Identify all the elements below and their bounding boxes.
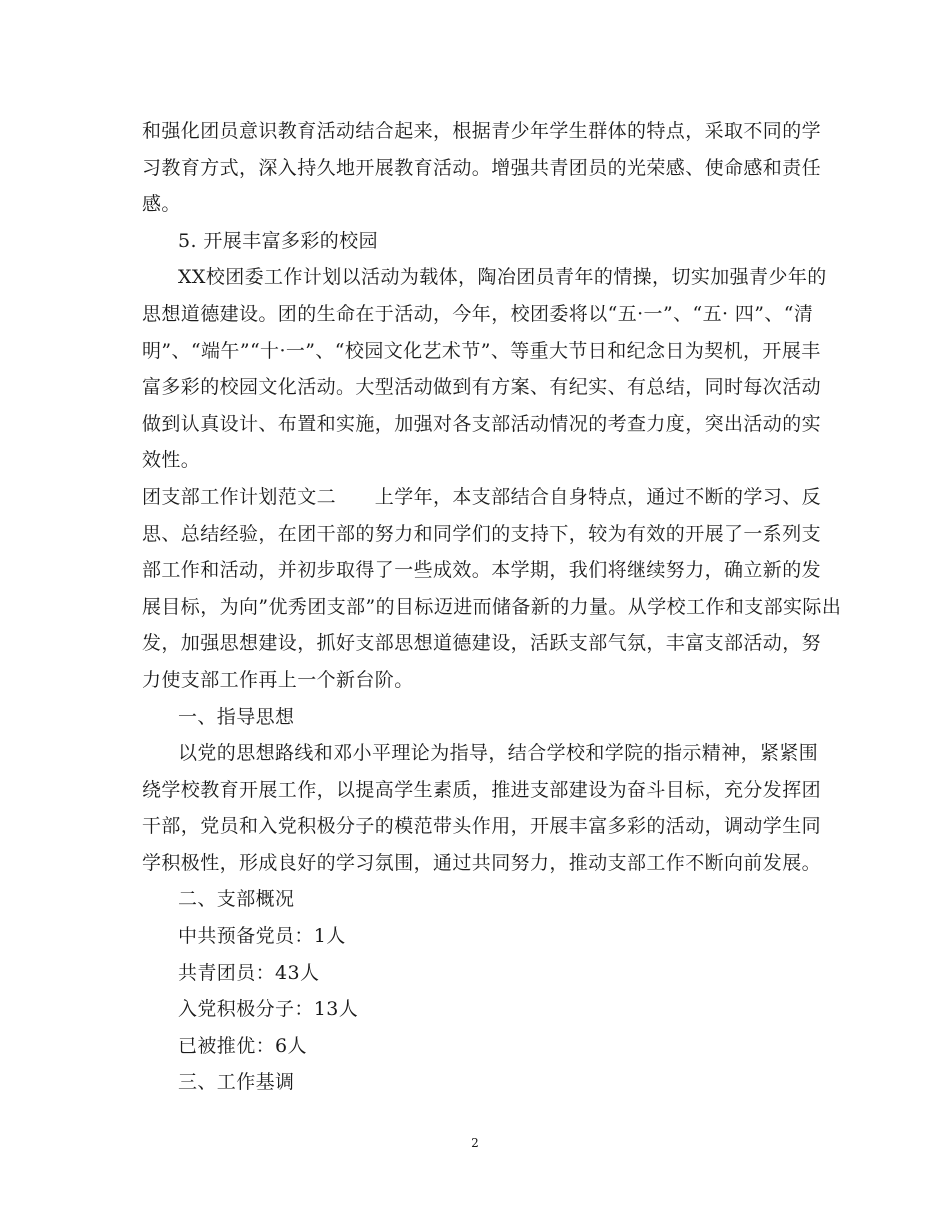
body-line-8: 富多彩的校园文化活动。大型活动做到有方案、有纪实、有总结，同时每次活动 bbox=[142, 376, 822, 399]
body-line-12: 思、总结经验，在团干部的努力和同学们的支持下，较为有效的开展了一系列支 bbox=[142, 522, 822, 545]
body-line-3: 感。 bbox=[142, 193, 181, 216]
body-line-10: 效性。 bbox=[142, 449, 201, 472]
stat-probationary-members: 中共预备党员：1人 bbox=[178, 925, 346, 948]
section-heading-5: 5. 开展丰富多彩的校园 bbox=[178, 229, 378, 252]
section-heading-work-tone: 三、工作基调 bbox=[178, 1071, 295, 1094]
body-line-16: 力使支部工作再上一个新台阶。 bbox=[142, 668, 414, 691]
document-page bbox=[142, 113, 842, 1101]
page-number: 2 bbox=[471, 1136, 479, 1150]
body-line-21: 学积极性，形成良好的学习氛围，通过共同努力，推动支部工作不断向前发展。 bbox=[142, 851, 822, 874]
article-title-line: 团支部工作计划范文二 上学年，本支部结合自身特点，通过不断的学习、反 bbox=[142, 485, 822, 508]
paragraph-start-xx: XX校团委工作计划以活动为载体，陶冶团员青年的情操，切实加强青少年的 bbox=[178, 266, 827, 289]
body-line-19: 绕学校教育开展工作，以提高学生素质，推进支部建设为奋斗目标，充分发挥团 bbox=[142, 778, 822, 801]
body-line-13: 部工作和活动，并初步取得了一些成效。本学期，我们将继续努力，确立新的发 bbox=[142, 559, 822, 582]
body-line-15: 发，加强思想建设，抓好支部思想道德建设，活跃支部气氛，丰富支部活动，努 bbox=[142, 632, 822, 655]
body-line-6: 思想道德建设。团的生命在于活动，今年，校团委将以“五·一”、“五· 四”、“清 bbox=[142, 302, 814, 325]
stat-recommended: 已被推优：6人 bbox=[178, 1034, 307, 1057]
body-line-20: 干部，党员和入党积极分子的模范带头作用，开展丰富多彩的活动，调动学生同 bbox=[142, 815, 822, 838]
stat-party-activists: 入党积极分子：13人 bbox=[178, 998, 359, 1021]
body-line-7: 明”、“端午”“十·一”、“校园文化艺术节”、等重大节日和纪念日为契机，开展丰 bbox=[142, 339, 821, 362]
stat-league-members: 共青团员：43人 bbox=[178, 961, 320, 984]
section-heading-branch-overview: 二、支部概况 bbox=[178, 888, 295, 911]
body-line-14: 展目标，为向”优秀团支部”的目标迈进而储备新的力量。从学校工作和支部实际出 bbox=[142, 595, 842, 618]
body-line-1: 和强化团员意识教育活动结合起来，根据青少年学生群体的特点，采取不同的学 bbox=[142, 120, 822, 142]
body-line-2: 习教育方式，深入持久地开展教育活动。增强共青团员的光荣感、使命感和责任 bbox=[142, 156, 822, 179]
section-heading-guiding-thought: 一、指导思想 bbox=[178, 705, 295, 728]
body-line-9: 做到认真设计、布置和实施，加强对各支部活动情况的考查力度，突出活动的实 bbox=[142, 412, 822, 435]
paragraph-start-guiding: 以党的思想路线和邓小平理论为指导，结合学校和学院的指示精神，紧紧围 bbox=[178, 742, 819, 765]
